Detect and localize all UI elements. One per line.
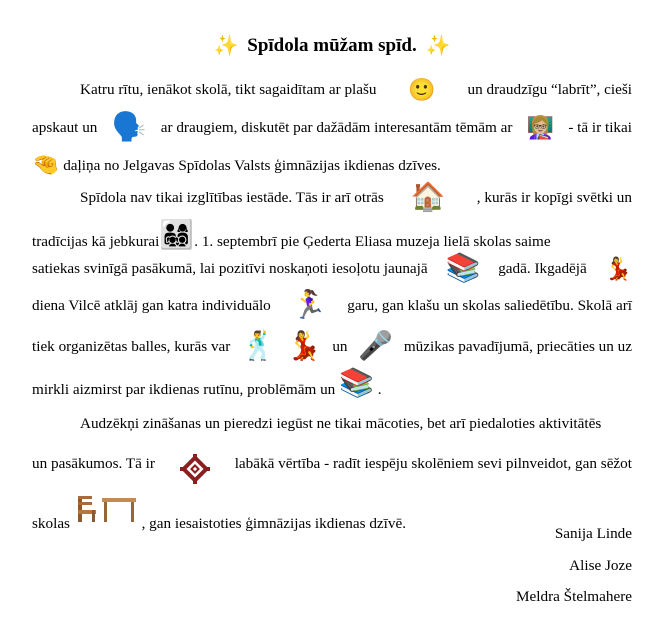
pinching-hand-icon: 🤏 [32,152,60,177]
speaking-head-icon: 🗣️ [111,112,147,143]
microphone-icon: 🎤 [358,331,394,362]
document-title: Spīdola mūžam spīd. [247,35,417,56]
text-span: tiek organizētas balles, kurās var [32,338,231,355]
text-span: skolas [32,515,70,532]
text-span: , gan iesaistoties ģimnāzijas ikdienas dzīvē. [141,515,407,532]
signature-author-3: Meldra Štelmahere [516,588,632,605]
text-span: diena Vilcē atklāj gan katra individuālo [32,297,271,314]
paragraph-3-line-2 [32,454,632,474]
text-span: un pasākumos. Tā ir [32,455,155,472]
text-span: gadā. Ikgadējā [498,260,587,277]
dancer-icon: 💃 [604,256,632,281]
books-icon: 📚 [445,253,481,284]
sparkle-icon: ✨ [213,35,239,57]
text-span: un [332,338,348,355]
text-span: ar draugiem, diskutēt par dažādām interesantām tēmām ar [160,119,513,136]
text-span: daļiņa no Jelgavas Spīdolas Valsts ģimnāzijas ikdienas dzīves. [63,157,441,174]
paragraph-2-line-2 [32,220,632,251]
signature-author-1: Sanija Linde [554,525,632,542]
paragraph-1-line-3 [32,152,632,177]
family-icon: 👨‍👩‍👧‍👦 [159,220,195,251]
paragraph-3-line-1 [32,414,632,434]
text-span: garu, gan klašu un skolas saliedētību. Skolā arī [347,297,632,314]
paragraph-2-line-4 [32,290,632,321]
text-span: un draudzīgu “labrīt”, cieši [467,81,632,98]
text-span: Spīdola nav tikai izglītības iestāde. Tās ir arī otrās [80,189,384,206]
paragraph-3-line-3 [32,494,632,532]
runner-icon: 🏃‍♀️ [291,290,327,321]
smile-icon: 🙂 [408,77,436,102]
text-span: Audzēkņi zināšanas un pieredzi iegūst ne tikai mācoties, bet arī piedaloties aktivitātēs [80,415,602,432]
paragraph-2-line-6 [32,368,632,399]
text-span: satiekas svinīgā pasākumā, lai pozitīvi noskaņoti iesoļotu jaunajā [32,260,428,277]
books-icon: 📚 [339,368,374,399]
paragraph-1-line-1 [32,77,632,102]
text-span: . 1. septembrī pie Ģederta Eliasa muzeja lielā skolas saime [194,233,551,250]
man-dancing-icon: 🕺 [241,331,276,362]
signature-author-2: Alise Joze [569,557,632,574]
text-span: labākā vērtība - radīt iespēju skolēniem sevi pilnveidot, gan sēžot [234,455,632,472]
teacher-icon: 👩🏼‍🏫 [526,115,555,140]
text-span: mūzikas pavadījumā, priecāties un uz [403,338,632,355]
school-logo-icon [180,454,210,484]
document-title-row [32,26,632,62]
text-span: - tā ir tikai [568,119,632,136]
text-span: , kurās ir kopīgi svētki un [476,189,632,206]
dancer-icon: 💃 [286,331,322,362]
paragraph-2-line-5 [32,331,632,362]
sparkle-icon: ✨ [425,35,451,57]
text-span: mirkli aizmirst par ikdienas rutīnu, problēmām un [32,381,336,398]
house-icon: 🏠 [410,182,446,213]
text-span: apskaut un [32,119,98,136]
paragraph-1-line-2 [32,112,632,143]
text-span: . [377,381,382,398]
chair-table-icon [74,494,138,524]
paragraph-2-line-1 [32,182,632,213]
paragraph-2-line-3 [32,253,632,284]
text-span: tradīcijas kā jebkurai [32,233,160,250]
text-span: Katru rītu, ienākot skolā, tikt sagaidītam ar plašu [80,81,377,98]
